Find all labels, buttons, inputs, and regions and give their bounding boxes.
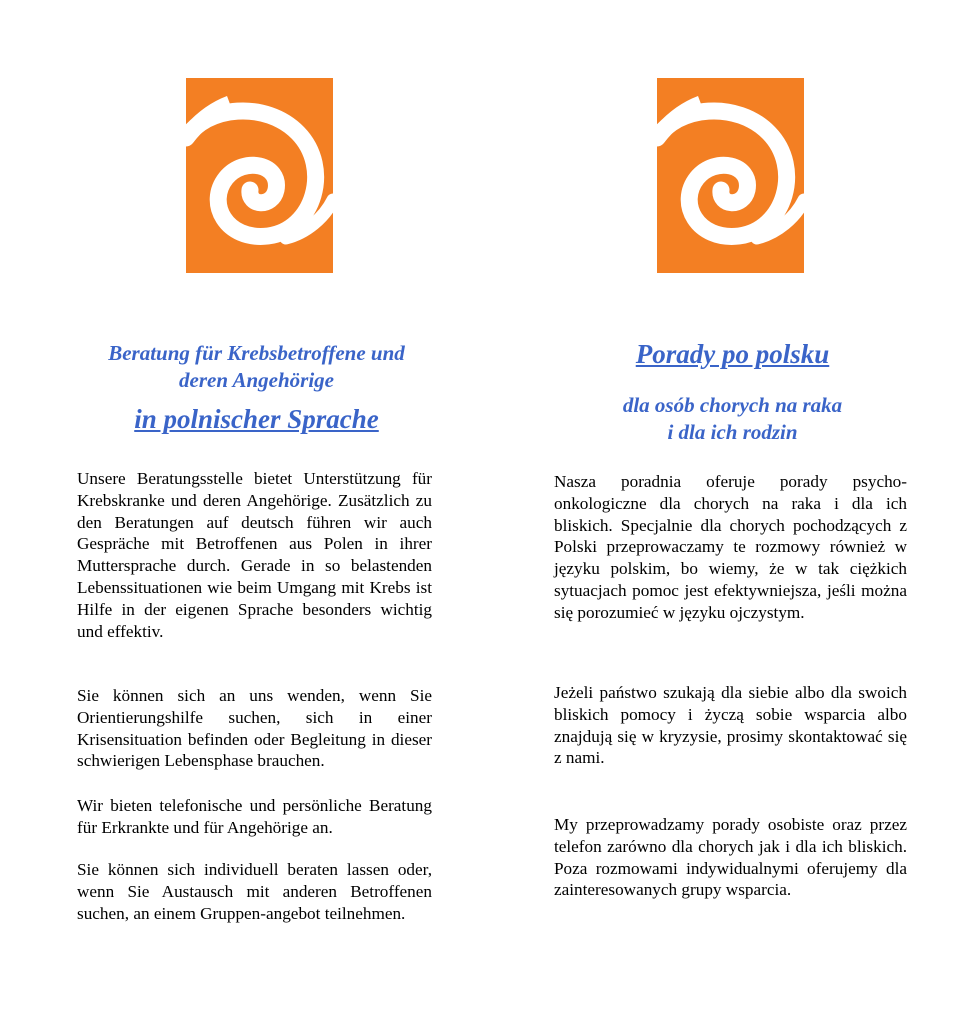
right-paragraph: My przeprowadzamy porady osobiste oraz przez telefon zarówno dla chorych jak i dla ich bliskich. Poza rozmowami indywidualnymi oferujemy dla zainteresowanych grupy wsparcia. bbox=[554, 815, 907, 900]
left-subtitle bbox=[60, 340, 453, 394]
left-subtitle-line-1: Beratung für Krebsbetroffene und bbox=[108, 341, 405, 365]
spiral-logo-icon bbox=[186, 78, 333, 273]
right-subtitle-line-2: i dla ich rodzin bbox=[667, 420, 798, 444]
left-paragraph: Unsere Beratungsstelle bietet Unterstützung für Krebskranke und deren Angehörige. Zusätzlich zu den Beratungen auf deutsch führen wir auch Gespräche mit Betroffenen aus Polen in ihrer Muttersprache durch. Gerade in so belastenden Lebenssituationen wie beim Umgang mit Krebs ist Hilfe in der eigenen Sprache besonders wichtig und effektiv. bbox=[77, 469, 432, 641]
left-paragraph: Wir bieten telefonische und persönliche Beratung für Erkrankte und für Angehörige an. bbox=[77, 796, 432, 837]
spiral-logo-icon bbox=[657, 78, 804, 273]
right-subtitle-line-1: dla osób chorych na raka bbox=[622, 393, 843, 417]
left-paragraph: Sie können sich an uns wenden, wenn Sie Orientierungshilfe suchen, sich in einer Krisensituation befinden oder Begleitung in dieser schwierigen Lebensphase brauchen. bbox=[77, 686, 432, 771]
left-paragraph: Sie können sich individuell beraten lassen oder, wenn Sie Austausch mit anderen Betroffenen suchen, an einem Gruppen-angebot teilnehmen. bbox=[77, 860, 432, 923]
right-paragraph: Jeżeli państwo szukają dla siebie albo dla swoich bliskich pomocy i życzą sobie wsparcia albo znajdują się w kryzysie, prosimy skontaktować się z nami. bbox=[554, 683, 907, 768]
left-subtitle-line-2: deren Angehörige bbox=[179, 368, 334, 392]
right-paragraph: Nasza poradnia oferuje porady psycho-onkologiczne dla chorych na raka i dla ich bliskich. Specjalnie dla chorych pochodzących z Polski przeprowaczamy te rozmowy również w języku polskim, bo wiemy, że w tak ciężkich sytuacjach pomoc jest efektywniejsza, jeśli można się porozumieć w języku ojczystym. bbox=[554, 472, 907, 622]
left-title: in polnischer Sprache bbox=[134, 404, 379, 434]
right-title: Porady po polsku bbox=[635, 339, 830, 369]
right-subtitle bbox=[535, 392, 930, 446]
